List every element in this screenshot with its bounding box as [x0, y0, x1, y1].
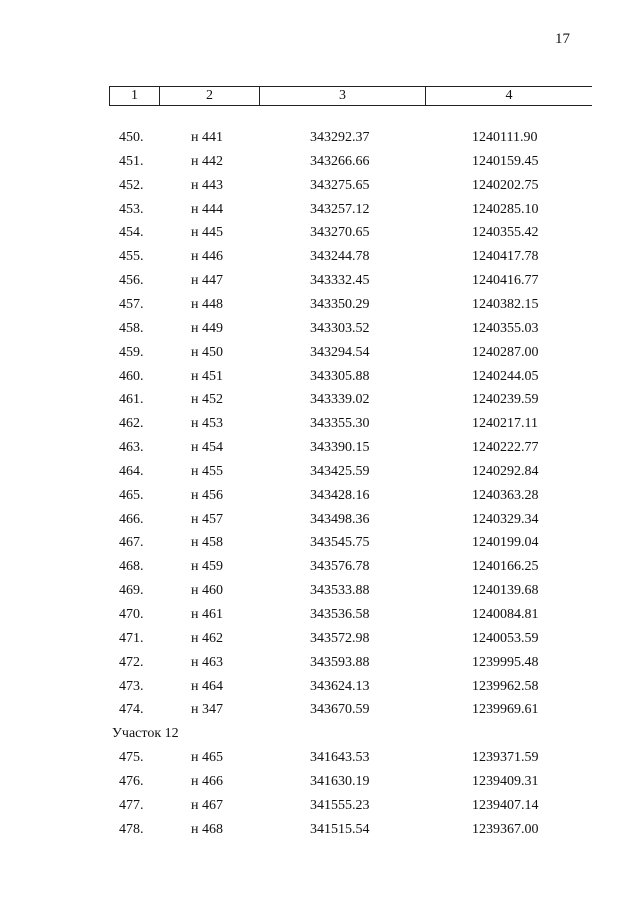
- coordinate-y: 1239409.31: [472, 773, 539, 789]
- coordinate-y: 1240382.15: [472, 296, 539, 312]
- coordinate-x: 343350.29: [310, 296, 370, 312]
- table-row: [0, 178, 639, 200]
- coordinate-y: 1239407.14: [472, 797, 539, 813]
- point-id: н 451: [191, 368, 223, 384]
- row-number: 461.: [119, 392, 144, 408]
- row-number: 476.: [119, 773, 144, 789]
- point-id: н 448: [191, 296, 223, 312]
- coordinate-x: 343425.59: [310, 463, 370, 479]
- coordinate-y: 1240244.05: [472, 368, 539, 384]
- table-row: [0, 655, 639, 677]
- coordinate-x: 343292.37: [310, 130, 370, 145]
- table-row: [0, 822, 639, 844]
- point-id: н 463: [191, 654, 223, 670]
- table-row: [0, 202, 639, 224]
- coordinate-x: 343244.78: [310, 249, 370, 265]
- point-id: н 457: [191, 511, 223, 527]
- row-number: 471.: [119, 630, 144, 646]
- coordinate-x: 343303.52: [310, 320, 370, 336]
- coordinate-x: 343257.12: [310, 201, 370, 217]
- row-number: 455.: [119, 249, 144, 265]
- table-row: [0, 607, 639, 629]
- point-id: н 450: [191, 344, 223, 360]
- row-number: 464.: [119, 463, 144, 479]
- coordinate-y: 1239371.59: [472, 750, 539, 766]
- row-number: 465.: [119, 487, 144, 503]
- coordinate-y: 1240292.84: [472, 463, 539, 479]
- coordinate-x: 343390.15: [310, 440, 370, 456]
- coordinate-x: 341643.53: [310, 750, 370, 766]
- row-number: 475.: [119, 750, 144, 766]
- row-number: 474.: [119, 702, 144, 718]
- coordinate-y: 1239969.61: [472, 702, 539, 718]
- row-number: 450.: [119, 130, 144, 145]
- point-id: н 467: [191, 797, 223, 813]
- point-id: н 464: [191, 678, 223, 694]
- coordinate-x: 343305.88: [310, 368, 370, 384]
- row-number: 460.: [119, 368, 144, 384]
- point-id: н 454: [191, 440, 223, 456]
- point-id: н 442: [191, 153, 223, 169]
- coordinate-y: 1240217.11: [472, 416, 538, 432]
- point-id: н 452: [191, 392, 223, 408]
- point-id: н 453: [191, 416, 223, 432]
- row-number: 469.: [119, 583, 144, 599]
- table-row: [0, 369, 639, 391]
- row-number: 462.: [119, 416, 144, 432]
- row-number: 478.: [119, 821, 144, 837]
- row-number: 458.: [119, 320, 144, 336]
- point-id: н 460: [191, 583, 223, 599]
- coordinate-y: 1240239.59: [472, 392, 539, 408]
- row-number: 472.: [119, 654, 144, 670]
- point-id: н 462: [191, 630, 223, 646]
- coordinate-y: 1240053.59: [472, 630, 539, 646]
- point-id: н 456: [191, 487, 223, 503]
- row-number: 467.: [119, 535, 144, 551]
- point-id: н 443: [191, 177, 223, 193]
- point-id: н 455: [191, 463, 223, 479]
- coordinate-x: 343275.65: [310, 177, 370, 193]
- row-number: 463.: [119, 440, 144, 456]
- coordinate-y: 1240355.03: [472, 320, 539, 336]
- coordinate-y: 1240285.10: [472, 201, 539, 217]
- point-id: н 447: [191, 273, 223, 289]
- table-row: [0, 154, 639, 176]
- coordinate-x: 343670.59: [310, 702, 370, 718]
- coordinate-x: 343294.54: [310, 344, 370, 360]
- table-row: [0, 273, 639, 295]
- coordinate-y: 1240202.75: [472, 177, 539, 193]
- column-header-3: 3: [260, 87, 426, 105]
- row-number: 457.: [119, 296, 144, 312]
- table-row: [0, 392, 639, 414]
- table-row: [0, 750, 639, 772]
- table-row: [0, 249, 639, 271]
- table-row: [0, 583, 639, 605]
- coordinate-y: 1240199.04: [472, 535, 539, 551]
- table-row: [0, 130, 639, 152]
- point-id: н 465: [191, 750, 223, 766]
- row-number: 473.: [119, 678, 144, 694]
- row-number: 452.: [119, 177, 144, 193]
- row-number: 470.: [119, 607, 144, 622]
- row-number: 456.: [119, 273, 144, 289]
- coordinate-x: 343428.16: [310, 487, 370, 503]
- coordinate-y: 1240222.77: [472, 440, 539, 456]
- point-id: н 466: [191, 773, 223, 789]
- point-id: н 458: [191, 535, 223, 551]
- coordinate-y: 1240287.00: [472, 344, 539, 360]
- row-number: 453.: [119, 201, 144, 217]
- coordinate-x: 343624.13: [310, 678, 370, 694]
- row-number: 477.: [119, 797, 144, 813]
- table-row: [0, 440, 639, 462]
- point-id: н 347: [191, 702, 223, 718]
- coordinate-y: 1239995.48: [472, 654, 539, 670]
- coordinate-x: 341555.23: [310, 797, 370, 813]
- table-row: [0, 559, 639, 581]
- coordinate-y: 1240416.77: [472, 273, 539, 289]
- point-id: н 444: [191, 201, 223, 217]
- coordinate-x: 343576.78: [310, 559, 370, 575]
- column-header-2: 2: [160, 87, 260, 105]
- coordinate-y: 1240329.34: [472, 511, 539, 527]
- coordinate-y: 1239962.58: [472, 678, 539, 694]
- coordinate-x: 343332.45: [310, 273, 370, 289]
- coordinate-y: 1240139.68: [472, 583, 539, 599]
- row-number: 466.: [119, 511, 144, 527]
- table-row: [0, 321, 639, 343]
- table-row: [0, 488, 639, 510]
- table-row: [0, 702, 639, 724]
- table-row: [0, 345, 639, 367]
- coordinate-x: 343270.65: [310, 225, 370, 241]
- coordinate-x: 343536.58: [310, 607, 370, 622]
- table-row: [0, 225, 639, 247]
- row-number: 468.: [119, 559, 144, 575]
- coordinate-y: 1240417.78: [472, 249, 539, 265]
- coordinate-x: 341630.19: [310, 773, 370, 789]
- row-number: 454.: [119, 225, 144, 241]
- coordinate-y: 1240363.28: [472, 487, 539, 503]
- coordinate-x: 343498.36: [310, 511, 370, 527]
- section-label: Участок 12: [112, 726, 179, 742]
- table-row: [0, 535, 639, 557]
- coordinate-x: 343339.02: [310, 392, 370, 408]
- table-row: [0, 512, 639, 534]
- coordinate-y: 1240166.25: [472, 559, 539, 575]
- point-id: н 446: [191, 249, 223, 265]
- coordinate-x: 343355.30: [310, 416, 370, 432]
- coordinate-y: 1240111.90: [472, 130, 538, 145]
- row-number: 459.: [119, 344, 144, 360]
- coordinate-x: 343266.66: [310, 153, 370, 169]
- table-row: [0, 416, 639, 438]
- table-row: [0, 631, 639, 653]
- table-row: [0, 297, 639, 319]
- coordinate-x: 343572.98: [310, 630, 370, 646]
- coordinate-y: 1240084.81: [472, 607, 539, 622]
- coordinate-x: 343533.88: [310, 583, 370, 599]
- table-row: [0, 798, 639, 820]
- point-id: н 468: [191, 821, 223, 837]
- table-row: [0, 464, 639, 486]
- row-number: 451.: [119, 153, 144, 169]
- table-row: [0, 679, 639, 701]
- point-id: н 445: [191, 225, 223, 241]
- column-header-4: 4: [505, 88, 513, 103]
- point-id: н 441: [191, 130, 223, 145]
- table-row: [0, 774, 639, 796]
- coordinate-y: 1239367.00: [472, 821, 539, 837]
- point-id: н 461: [191, 607, 223, 622]
- coordinate-x: 341515.54: [310, 821, 370, 837]
- point-id: н 449: [191, 320, 223, 336]
- coordinate-x: 343545.75: [310, 535, 370, 551]
- page-number: 17: [555, 31, 570, 47]
- column-header-1: 1: [109, 87, 160, 105]
- coordinate-y: 1240355.42: [472, 225, 539, 241]
- coordinate-x: 343593.88: [310, 654, 370, 670]
- point-id: н 459: [191, 559, 223, 575]
- coordinate-y: 1240159.45: [472, 153, 539, 169]
